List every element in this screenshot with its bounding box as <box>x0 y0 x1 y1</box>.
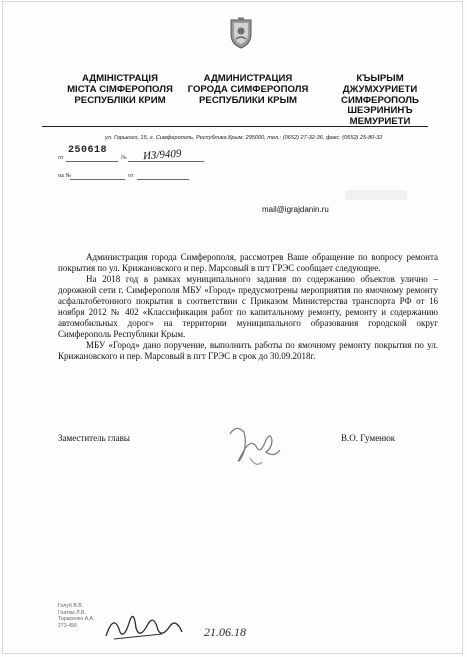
header-line: КЪЫРЫМ <box>356 73 404 84</box>
redacted-recipient <box>345 190 407 200</box>
handwritten-signature <box>222 418 284 474</box>
letter-paragraph: Администрация города Симферополя, рассмотрев Ваше обращение по вопросу ремонта покрытия по ул. Крижановского и пер. Марсовый в пгт ГРЭС сообщает следующее. <box>58 252 438 273</box>
header-divider <box>42 126 428 127</box>
letter-body <box>58 252 438 362</box>
header-line: ДЖУМХУРИЕТИ <box>342 83 418 95</box>
number-line <box>128 161 204 162</box>
address-line: ул. Горького, 15, г. Симферополь, Республика Крым, 295000, тел.: (0652) 27-32-36, факс: (0652) 25-80-32 <box>105 135 383 141</box>
header-crimean-tatar <box>325 74 435 128</box>
header-line: ГОРОДА СИМФЕРОПОЛЯ <box>187 83 309 95</box>
date-line <box>66 161 118 162</box>
header-line: МЕМУРИЕТИ <box>349 116 411 128</box>
header-line: АДМИНИСТРАЦИЯ <box>203 73 293 84</box>
approval-scrawl <box>100 606 275 646</box>
signatory-title: Заместитель главы <box>58 433 130 443</box>
date-stamp: 250618 <box>68 145 108 156</box>
header-line: РЕСПУБЛИКИ КРЫМ <box>199 94 297 106</box>
header-line: ШЕЭРИНИНЪ <box>347 105 413 117</box>
header-line: РЕСПУБЛІКИ КРИМ <box>74 94 166 106</box>
letter-paragraph: МБУ «Город» дано поручение, выполнить работы по ямочному ремонту покрытия по ул. Крижановского и пер. Марсовый в пгт ГРЭС в срок до 30.09.2018г. <box>58 340 438 361</box>
date-label: от <box>58 155 64 161</box>
handwritten-date: 21.06.18 <box>204 625 246 639</box>
reference-date-label: от <box>128 173 134 179</box>
letter-paragraph: На 2018 год в рамках муниципального задания по содержанию объектов улично – дорожной сети г. Симферополя МБУ «Город» предусмотрены мероприятия по ямочному ремонту асфальтобетонного покрытия в соответствии с Приказом Министерства транспорта РФ от 16 ноября 2012 № 402 «Классификация работ по капитальному ремонту, ремонту и содержанию автомобильных дорог» на территории муниципального образования городской округ Симферополь Республики Крым. <box>58 274 438 339</box>
executor-line: Гнатюк Л.В. <box>58 609 86 616</box>
recipient-email: mail@igrajdanin.ru <box>262 205 329 214</box>
executor-block <box>58 603 94 629</box>
executor-line: 273-456 <box>58 622 78 629</box>
outgoing-number: ИЗ/9409 <box>142 147 182 163</box>
header-line: МІСТА СІМФЕРОПОЛЯ <box>67 83 173 95</box>
reference-label: на № <box>58 173 72 179</box>
reference-line <box>70 179 125 180</box>
executor-line: Тарасенко А.А. <box>58 616 95 623</box>
header-line: АДМІНІСТРАЦІЯ <box>82 73 158 84</box>
executor-line: Голуб В.В. <box>58 603 84 609</box>
reference-date-line <box>137 179 189 180</box>
header-line: СИМФЕРОПОЛЬ <box>341 94 419 106</box>
header-ukrainian <box>60 74 180 106</box>
number-label: № <box>121 155 127 161</box>
signatory-name: В.О. Гуменюк <box>341 433 396 443</box>
crimea-coat-of-arms-icon <box>228 17 254 49</box>
header-russian <box>183 74 313 106</box>
